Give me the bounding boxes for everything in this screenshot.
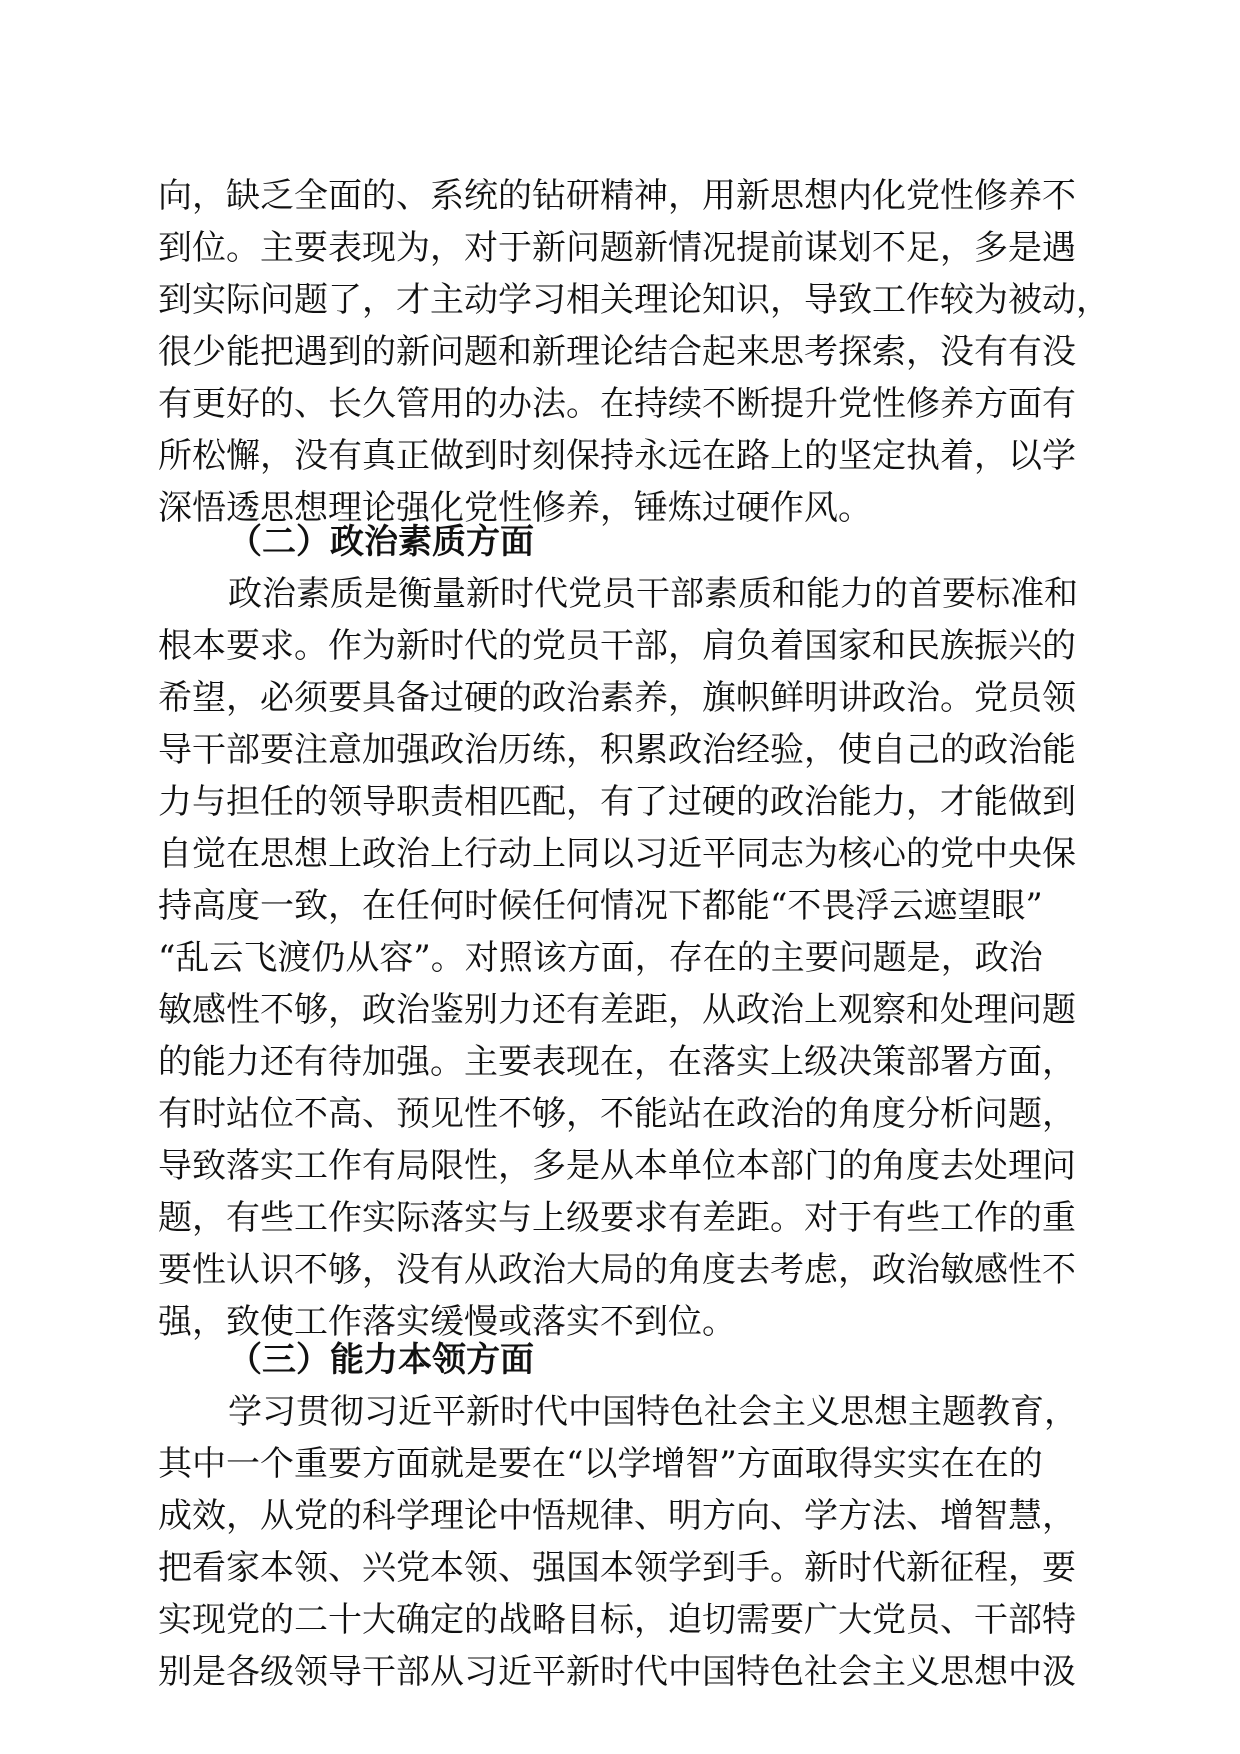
body-line: 敏感性不够，政治鉴别力还有差距，从政治上观察和处理问题: [158, 990, 1076, 1030]
body-line: 深悟透思想理论强化党性修养，锤炼过硬作风。: [158, 488, 872, 528]
body-line: 有时站位不高、预见性不够，不能站在政治的角度分析问题，: [158, 1094, 1076, 1134]
body-line: 的能力还有待加强。主要表现在，在落实上级决策部署方面，: [158, 1042, 1076, 1082]
section-heading: （三）能力本领方面: [228, 1340, 534, 1380]
body-line: 根本要求。作为新时代的党员干部，肩负着国家和民族振兴的: [158, 626, 1076, 666]
body-line: 强，致使工作落实缓慢或落实不到位。: [158, 1302, 736, 1342]
body-line: 持高度一致，在任何时候任何情况下都能“不畏浮云遮望眼”: [158, 886, 1043, 926]
body-line: 导致落实工作有局限性，多是从本单位本部门的角度去处理问: [158, 1146, 1076, 1186]
body-line: 要性认识不够，没有从政治大局的角度去考虑，政治敏感性不: [158, 1250, 1076, 1290]
body-line: 所松懈，没有真正做到时刻保持永远在路上的坚定执着，以学: [158, 436, 1076, 476]
body-line: 导干部要注意加强政治历练，积累政治经验，使自己的政治能: [158, 730, 1076, 770]
body-line: 其中一个重要方面就是要在“以学增智”方面取得实实在在的: [158, 1444, 1043, 1484]
body-line: 有更好的、长久管用的办法。在持续不断提升党性修养方面有: [158, 384, 1076, 424]
body-line: 别是各级领导干部从习近平新时代中国特色社会主义思想中汲: [158, 1652, 1076, 1692]
body-line: 自觉在思想上政治上行动上同以习近平同志为核心的党中央保: [158, 834, 1076, 874]
body-line: 题，有些工作实际落实与上级要求有差距。对于有些工作的重: [158, 1198, 1076, 1238]
body-line: 成效，从党的科学理论中悟规律、明方向、学方法、增智慧，: [158, 1496, 1076, 1536]
body-line: 力与担任的领导职责相匹配，有了过硬的政治能力，才能做到: [158, 782, 1076, 822]
body-line: 希望，必须要具备过硬的政治素养，旗帜鲜明讲政治。党员领: [158, 678, 1076, 718]
section-heading: （二）政治素质方面: [228, 522, 534, 562]
body-line: 到实际问题了，才主动学习相关理论知识，导致工作较为被动，: [158, 280, 1110, 320]
body-line: 实现党的二十大确定的战略目标，迫切需要广大党员、干部特: [158, 1600, 1076, 1640]
paragraph-first-line: 学习贯彻习近平新时代中国特色社会主义思想主题教育，: [228, 1392, 1078, 1432]
body-line: “乱云飞渡仍从容”。对照该方面，存在的主要问题是，政治: [158, 938, 1043, 978]
body-line: 向，缺乏全面的、系统的钻研精神，用新思想内化党性修养不: [158, 176, 1076, 216]
body-line: 到位。主要表现为，对于新问题新情况提前谋划不足，多是遇: [158, 228, 1076, 268]
paragraph-first-line: 政治素质是衡量新时代党员干部素质和能力的首要标准和: [228, 574, 1078, 614]
body-line: 把看家本领、兴党本领、强国本领学到手。新时代新征程，要: [158, 1548, 1076, 1588]
body-line: 很少能把遇到的新问题和新理论结合起来思考探索，没有有没: [158, 332, 1076, 372]
